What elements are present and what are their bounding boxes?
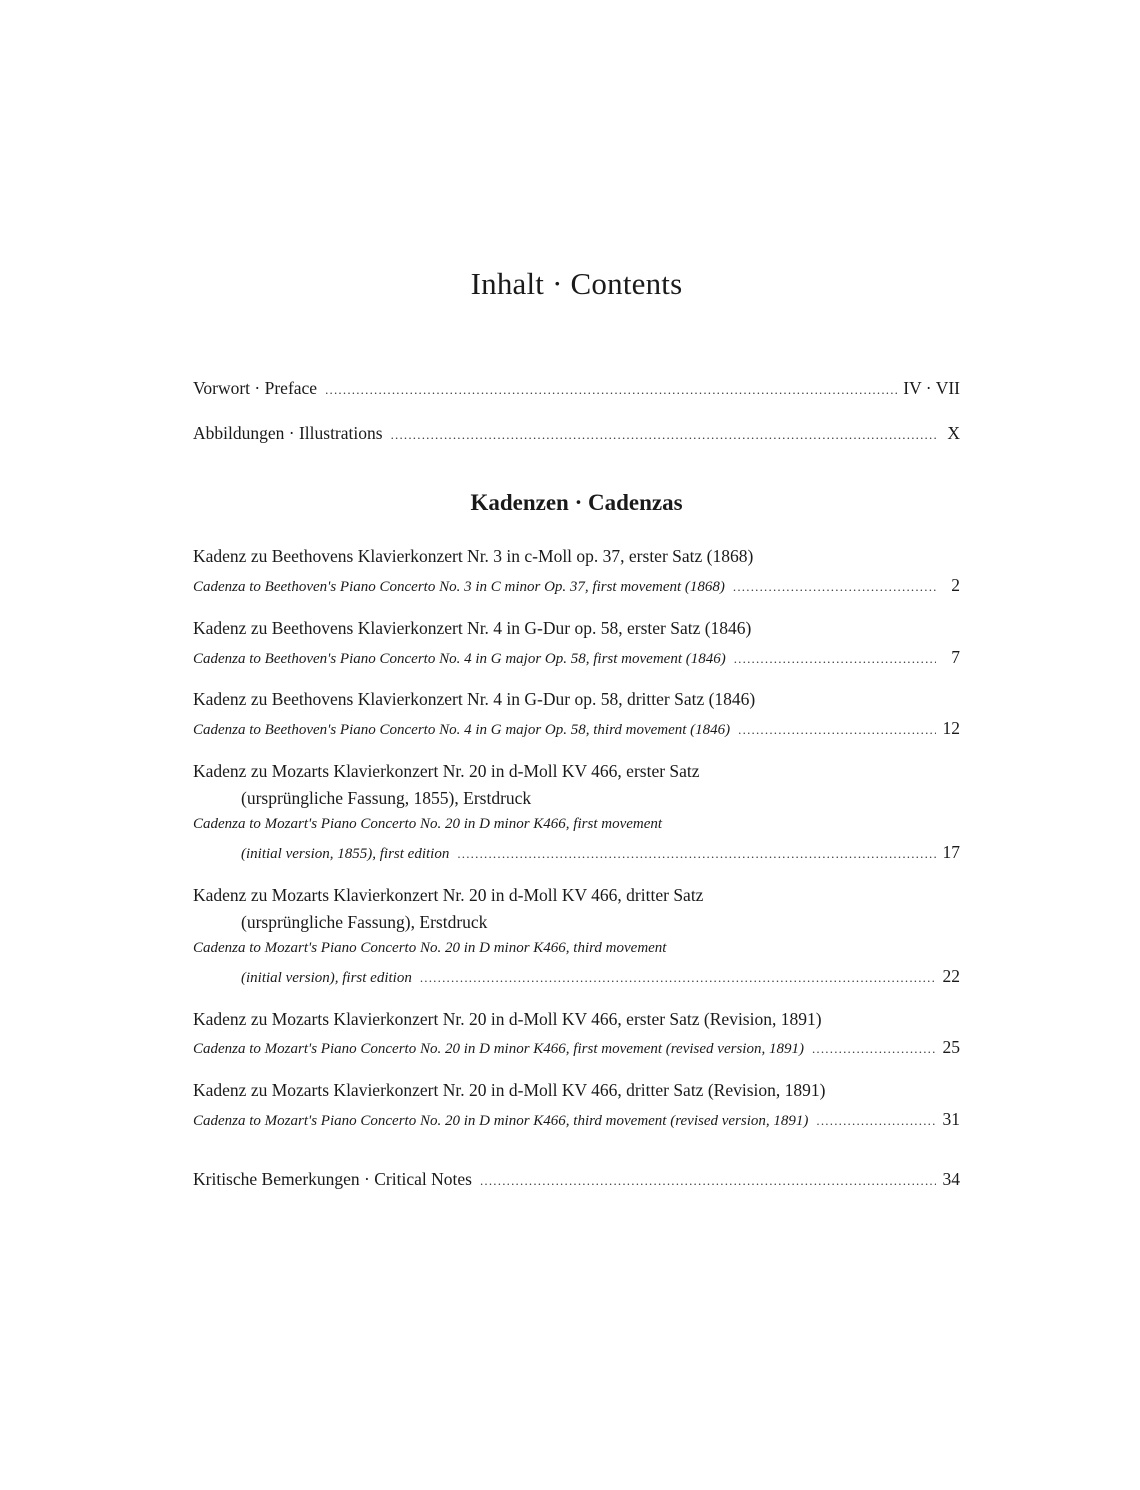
toc-entry-german[interactable] [193, 618, 960, 639]
toc-entry-german[interactable] [193, 761, 960, 782]
toc-entry-english[interactable] [193, 816, 960, 833]
toc-entry-english-continued[interactable] [193, 842, 960, 863]
leader-dots [812, 1041, 936, 1057]
toc-page-number: X [947, 423, 960, 443]
toc-entry-label: Kritische Bemerkungen · Critical Notes [193, 1169, 472, 1189]
toc-page-number: 7 [951, 647, 960, 667]
toc-entry-label: (initial version), first edition [241, 970, 412, 986]
toc-entry-label: Kadenz zu Mozarts Klavierkonzert Nr. 20 in d-Moll KV 466, dritter Satz [193, 885, 704, 905]
toc-entry-label: Kadenz zu Beethovens Klavierkonzert Nr. 4 in G-Dur op. 58, erster Satz (1846) [193, 618, 752, 638]
toc-entry-german[interactable] [193, 1009, 960, 1030]
toc-entry-german-continued[interactable] [193, 788, 960, 809]
leader-dots [420, 970, 936, 986]
leader-dots [816, 1113, 936, 1129]
toc-entry-english[interactable] [193, 1037, 960, 1058]
toc-entry-german[interactable] [193, 1080, 960, 1101]
toc-entry-label: Cadenza to Mozart's Piano Concerto No. 20 in D minor K466, third movement [193, 940, 667, 956]
toc-entry-german[interactable] [193, 546, 960, 567]
toc-entry-english[interactable] [193, 718, 960, 739]
toc-entry-english[interactable] [193, 1109, 960, 1130]
toc-entry-label: (ursprüngliche Fassung), Erstdruck [241, 912, 488, 932]
toc-entry-label: Cadenza to Beethoven's Piano Concerto No. 4 in G major Op. 58, third movement (1846) [193, 722, 731, 738]
toc-entry-label: Abbildungen · Illustrations [193, 423, 383, 443]
toc-page-number: 25 [942, 1037, 960, 1057]
toc-page-number: 22 [942, 966, 960, 986]
toc-page-number: 31 [942, 1109, 960, 1129]
toc-entry-label: (initial version, 1855), first edition [241, 846, 450, 862]
toc-entry-german-continued[interactable] [193, 912, 960, 933]
toc-entry-preface[interactable] [193, 378, 960, 399]
toc-entry-label: Cadenza to Beethoven's Piano Concerto No. 3 in C minor Op. 37, first movement (1868) [193, 579, 725, 595]
toc-entry-english[interactable] [193, 575, 960, 596]
page-title: Inhalt · Contents [470, 266, 683, 301]
toc-entry-illustrations[interactable] [193, 423, 960, 444]
leader-dots [480, 1173, 936, 1189]
toc-entry-label: Vorwort · Preface [193, 378, 318, 398]
toc-entry-label: Cadenza to Mozart's Piano Concerto No. 20 in D minor K466, third movement (revised version, 1891) [193, 1113, 809, 1129]
toc-entry-critical-notes[interactable] [193, 1169, 960, 1190]
toc-entry-label: Cadenza to Mozart's Piano Concerto No. 20 in D minor K466, first movement [193, 816, 663, 832]
toc-entry-label: Kadenz zu Beethovens Klavierkonzert Nr. 4 in G-Dur op. 58, dritter Satz (1846) [193, 689, 756, 709]
toc-page-number: 34 [942, 1169, 960, 1189]
leader-dots [738, 722, 936, 738]
toc-entry-english-continued[interactable] [193, 966, 960, 987]
leader-dots [457, 846, 936, 862]
leader-dots [391, 427, 936, 443]
toc-entry-label: Kadenz zu Mozarts Klavierkonzert Nr. 20 in d-Moll KV 466, erster Satz (Revision, 1891) [193, 1009, 822, 1029]
leader-dots [325, 382, 897, 398]
toc-entry-label: Cadenza to Mozart's Piano Concerto No. 20 in D minor K466, first movement (revised version, 1891) [193, 1041, 804, 1057]
leader-dots [734, 651, 936, 667]
toc-entry-english[interactable] [193, 940, 960, 957]
toc-page-number: IV · VII [903, 378, 960, 398]
toc-page-number: 17 [942, 842, 960, 862]
toc-entry-label: Kadenz zu Mozarts Klavierkonzert Nr. 20 in d-Moll KV 466, erster Satz [193, 761, 700, 781]
toc-entry-label: Kadenz zu Beethovens Klavierkonzert Nr. 3 in c-Moll op. 37, erster Satz (1868) [193, 546, 754, 566]
section-heading: Kadenzen · Cadenzas [470, 490, 683, 515]
toc-entry-german[interactable] [193, 689, 960, 710]
toc-entry-label: Cadenza to Beethoven's Piano Concerto No. 4 in G major Op. 58, first movement (1846) [193, 651, 726, 667]
toc-entry-label: Kadenz zu Mozarts Klavierkonzert Nr. 20 in d-Moll KV 466, dritter Satz (Revision, 1891) [193, 1080, 826, 1100]
toc-entry-english[interactable] [193, 647, 960, 668]
toc-entry-label: (ursprüngliche Fassung, 1855), Erstdruck [241, 788, 532, 808]
leader-dots [733, 579, 936, 595]
toc-page-number: 2 [951, 575, 960, 595]
toc-page-number: 12 [942, 718, 960, 738]
toc-entry-german[interactable] [193, 885, 960, 906]
